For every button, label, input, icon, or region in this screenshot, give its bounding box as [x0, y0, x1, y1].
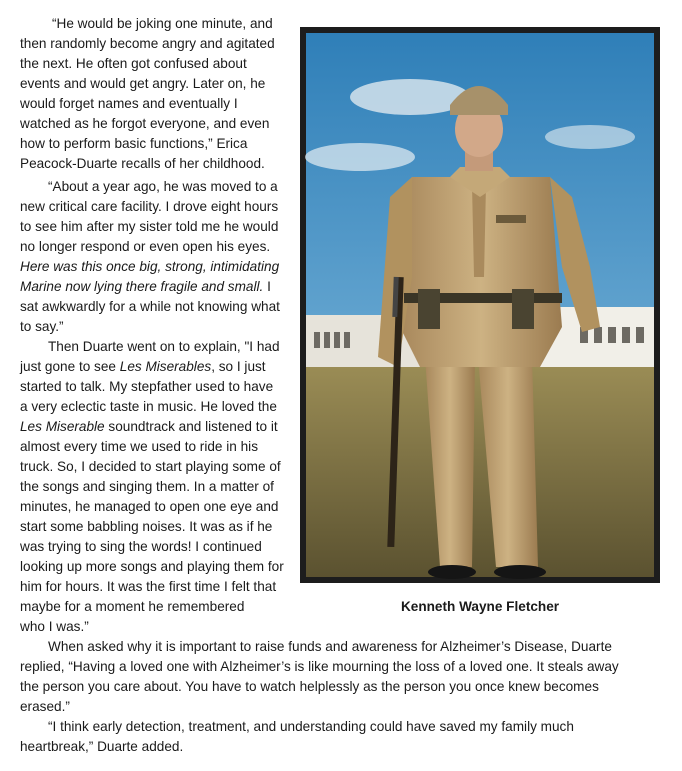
body-line	[20, 357, 266, 377]
body-line: erased.”	[20, 699, 70, 714]
body-line: When asked why it is important to raise funds and awareness for Alzheimer’s Disease, Duarte	[48, 639, 612, 654]
body-line: “About a year ago, he was moved to a	[48, 179, 278, 194]
body-line: who I was.”	[20, 619, 89, 634]
body-text: just gone to see	[20, 359, 120, 374]
body-line: the songs and singing them. In a matter of	[20, 479, 274, 494]
body-line: then randomly become angry and agitated	[20, 36, 275, 51]
body-line: events and would get angry. Later on, he	[20, 76, 266, 91]
body-line: was trying to sing the words! I continued	[20, 539, 262, 554]
body-line: Then Duarte went on to explain, "I had	[48, 339, 280, 354]
body-text: , so I just	[211, 359, 266, 374]
body-line: the next. He often got confused about	[20, 56, 247, 71]
body-line: would forget names and eventually I	[20, 96, 238, 111]
body-line	[20, 257, 279, 277]
marine-portrait-image	[300, 27, 660, 583]
body-line: looking up more songs and playing them for	[20, 559, 284, 574]
body-line: minutes, he managed to open one eye and	[20, 499, 279, 514]
body-line: truck. So, I decided to start playing some of	[20, 459, 281, 474]
body-line: Peacock-Duarte recalls of her childhood.	[20, 156, 265, 171]
body-line: him for hours. It was the first time I felt that	[20, 579, 277, 594]
body-text: soundtrack and listened to it	[104, 419, 278, 434]
body-line: sat awkwardly for a while not knowing what	[20, 299, 280, 314]
photo-caption: Kenneth Wayne Fletcher	[400, 599, 560, 614]
body-line: a very eclectic taste in music. He loved the	[20, 399, 277, 414]
body-line: how to perform basic functions,” Erica	[20, 136, 248, 151]
body-line: watched as he forgot everyone, and even	[20, 116, 270, 131]
italic-text: Les Miserables	[119, 359, 212, 374]
body-line	[20, 277, 271, 297]
italic-text: Here was this once big, strong, intimidating	[20, 259, 280, 274]
italic-text: Marine now lying there fragile and small.	[20, 279, 264, 294]
body-line: “He would be joking one minute, and	[52, 16, 273, 31]
italic-text: Les Miserable	[20, 419, 105, 434]
body-line: to see him after my sister told me he would	[20, 219, 279, 234]
portrait-photo	[300, 27, 660, 583]
body-line: new critical care facility. I drove eight hours	[20, 199, 279, 214]
body-line	[20, 417, 278, 437]
body-line: the person you care about. You have to watch helplessly as the person you once knew becomes	[20, 679, 599, 694]
body-line: maybe for a moment he remembered	[20, 599, 245, 614]
body-line: to say.”	[20, 319, 64, 334]
body-line: “I think early detection, treatment, and understanding could have saved my family much	[48, 719, 574, 734]
body-line: replied, “Having a loved one with Alzheimer’s is like mourning the loss of a loved one. It steals away	[20, 659, 619, 674]
body-line: start some babbling noises. It was as if he	[20, 519, 273, 534]
body-line: no longer respond or even open his eyes.	[20, 239, 271, 254]
body-line: heartbreak,” Duarte added.	[20, 739, 184, 754]
body-line: almost every time we used to ride in his	[20, 439, 258, 454]
body-line: started to talk. My stepfather used to have	[20, 379, 274, 394]
body-text: I	[263, 279, 271, 294]
